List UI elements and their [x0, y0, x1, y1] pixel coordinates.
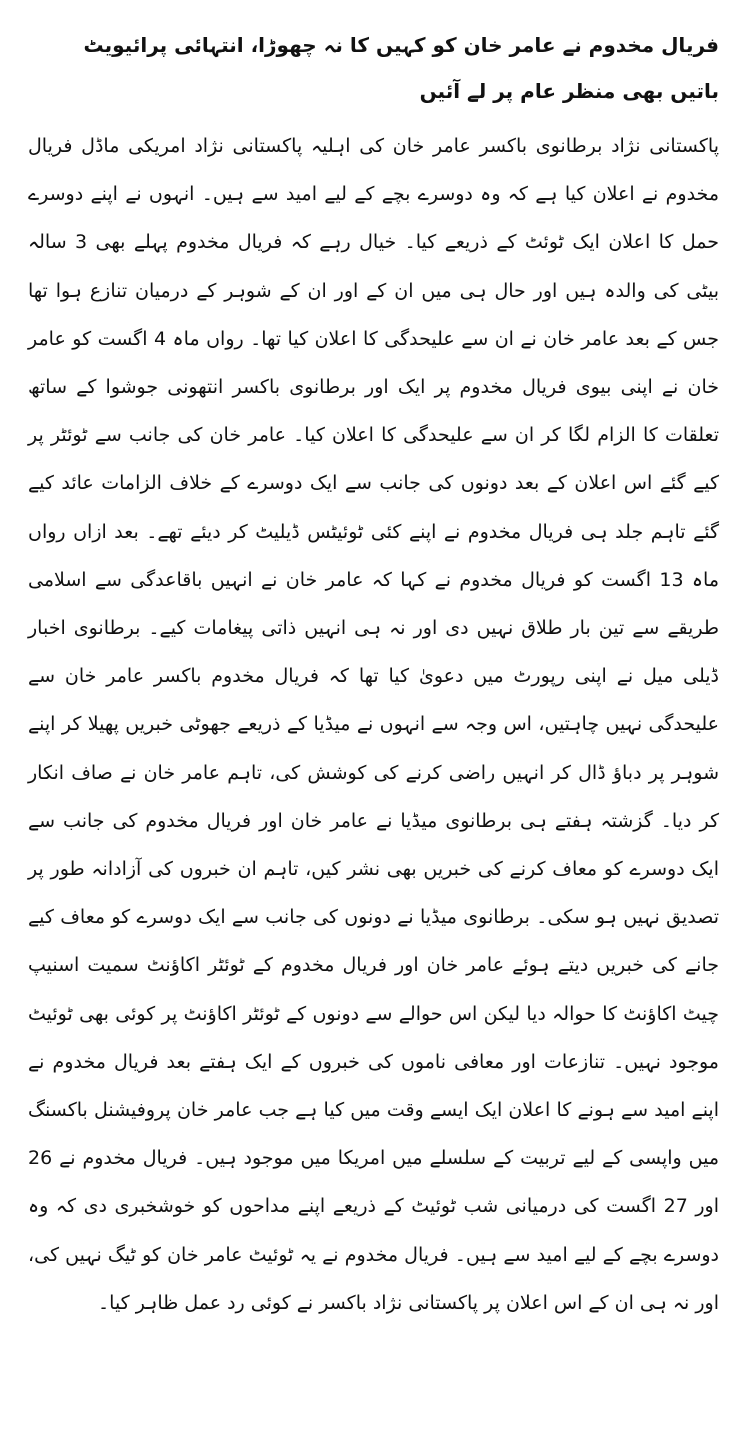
news-article — [28, 0, 719, 1327]
article-body: پاکستانی نژاد برطانوی باکسر عامر خان کی اہلیہ پاکستانی نژاد امریکی ماڈل فریال مخدوم نے اعلان کیا ہے کہ وہ دوسرے بچے کے لیے امید سے ہیں۔ انہوں نے اپنے دوسرے حمل کا اعلان ایک ٹوئٹ کے ذریعے کیا۔ خیال رہے کہ فریال مخدوم پہلے بھی 3 سالہ بیٹی کی والدہ ہیں اور حال ہی میں ان کے اور ان کے شوہر کے درمیان تنازع ہوا تھا جس کے بعد عامر خان نے ان سے علیحدگی کا اعلان کیا تھا۔ رواں ماہ 4 اگست کو عامر خان نے اپنی بیوی فریال مخدوم پر ایک اور برطانوی باکسر انتھونی جوشوا کے ساتھ تعلقات کا الزام لگا کر ان سے علیحدگی کا اعلان کیا۔ عامر خان کی جانب سے ٹوئٹر پر کیے گئے اس اعلان کے بعد دونوں کی جانب سے ایک دوسرے کے خلاف الزامات عائد کیے گئے تاہم جلد ہی فریال مخدوم نے اپنے کئی ٹوئیٹس ڈیلیٹ کر دیئے تھے۔ بعد ازاں رواں ماہ 13 اگست کو فریال مخدوم نے کہا کہ عامر خان نے انہیں باقاعدگی سے اسلامی طریقے سے تین بار طلاق نہیں دی اور نہ ہی انہیں ذاتی پیغامات کیے۔ برطانوی اخبار ڈیلی میل نے اپنی رپورٹ میں دعویٰ کیا تھا کہ فریال مخدوم باکسر عامر خان سے علیحدگی نہیں چاہتیں، اس وجہ سے انہوں نے میڈیا کے ذریعے جھوٹی خبریں پھیلا کر اپنے شوہر پر دباؤ ڈال کر انہیں راضی کرنے کی کوشش کی، تاہم عامر خان نے صاف انکار کر دیا۔ گزشتہ ہفتے ہی برطانوی میڈیا نے عامر خان اور فریال مخدوم کی جانب سے ایک دوسرے کو معاف کرنے کی خبریں بھی نشر کیں، تاہم ان خبروں کی آزادانہ طور پر تصدیق نہیں ہو سکی۔ برطانوی میڈیا نے دونوں کی جانب سے ایک دوسرے کو معاف کیے جانے کی خبریں دیتے ہوئے عامر خان اور فریال مخدوم کے ٹوئٹر اکاؤنٹ سمیت اسنیپ چیٹ اکاؤنٹ کا حوالہ دیا لیکن اس حوالے سے دونوں کے ٹوئٹر اکاؤنٹ پر کوئی بھی ٹوئیٹ موجود نہیں۔ تنازعات اور معافی ناموں کی خبروں کے ایک ہفتے بعد فریال مخدوم نے اپنے امید سے ہونے کا اعلان ایک ایسے وقت میں کیا ہے جب عامر خان پروفیشنل باکسنگ میں واپسی کے لیے تربیت کے سلسلے میں امریکا میں موجود ہیں۔ فریال مخدوم نے 26 اور 27 اگست کی درمیانی شب ٹوئیٹ کے ذریعے اپنے مداحوں کو خوشخبری دی کہ وہ دوسرے بچے کے لیے امید سے ہیں۔ فریال مخدوم نے یہ ٹوئیٹ عامر خان کو ٹیگ نہیں کی، اور نہ ہی ان کے اس اعلان پر پاکستانی نژاد باکسر نے کوئی رد عمل ظاہر کیا۔ — [28, 135, 719, 1314]
article-headline: فریال مخدوم نے عامر خان کو کہیں کا نہ چھوڑا، انتہائی پرائیویٹ باتیں بھی منظر عام پر لے آئیں — [83, 33, 719, 103]
